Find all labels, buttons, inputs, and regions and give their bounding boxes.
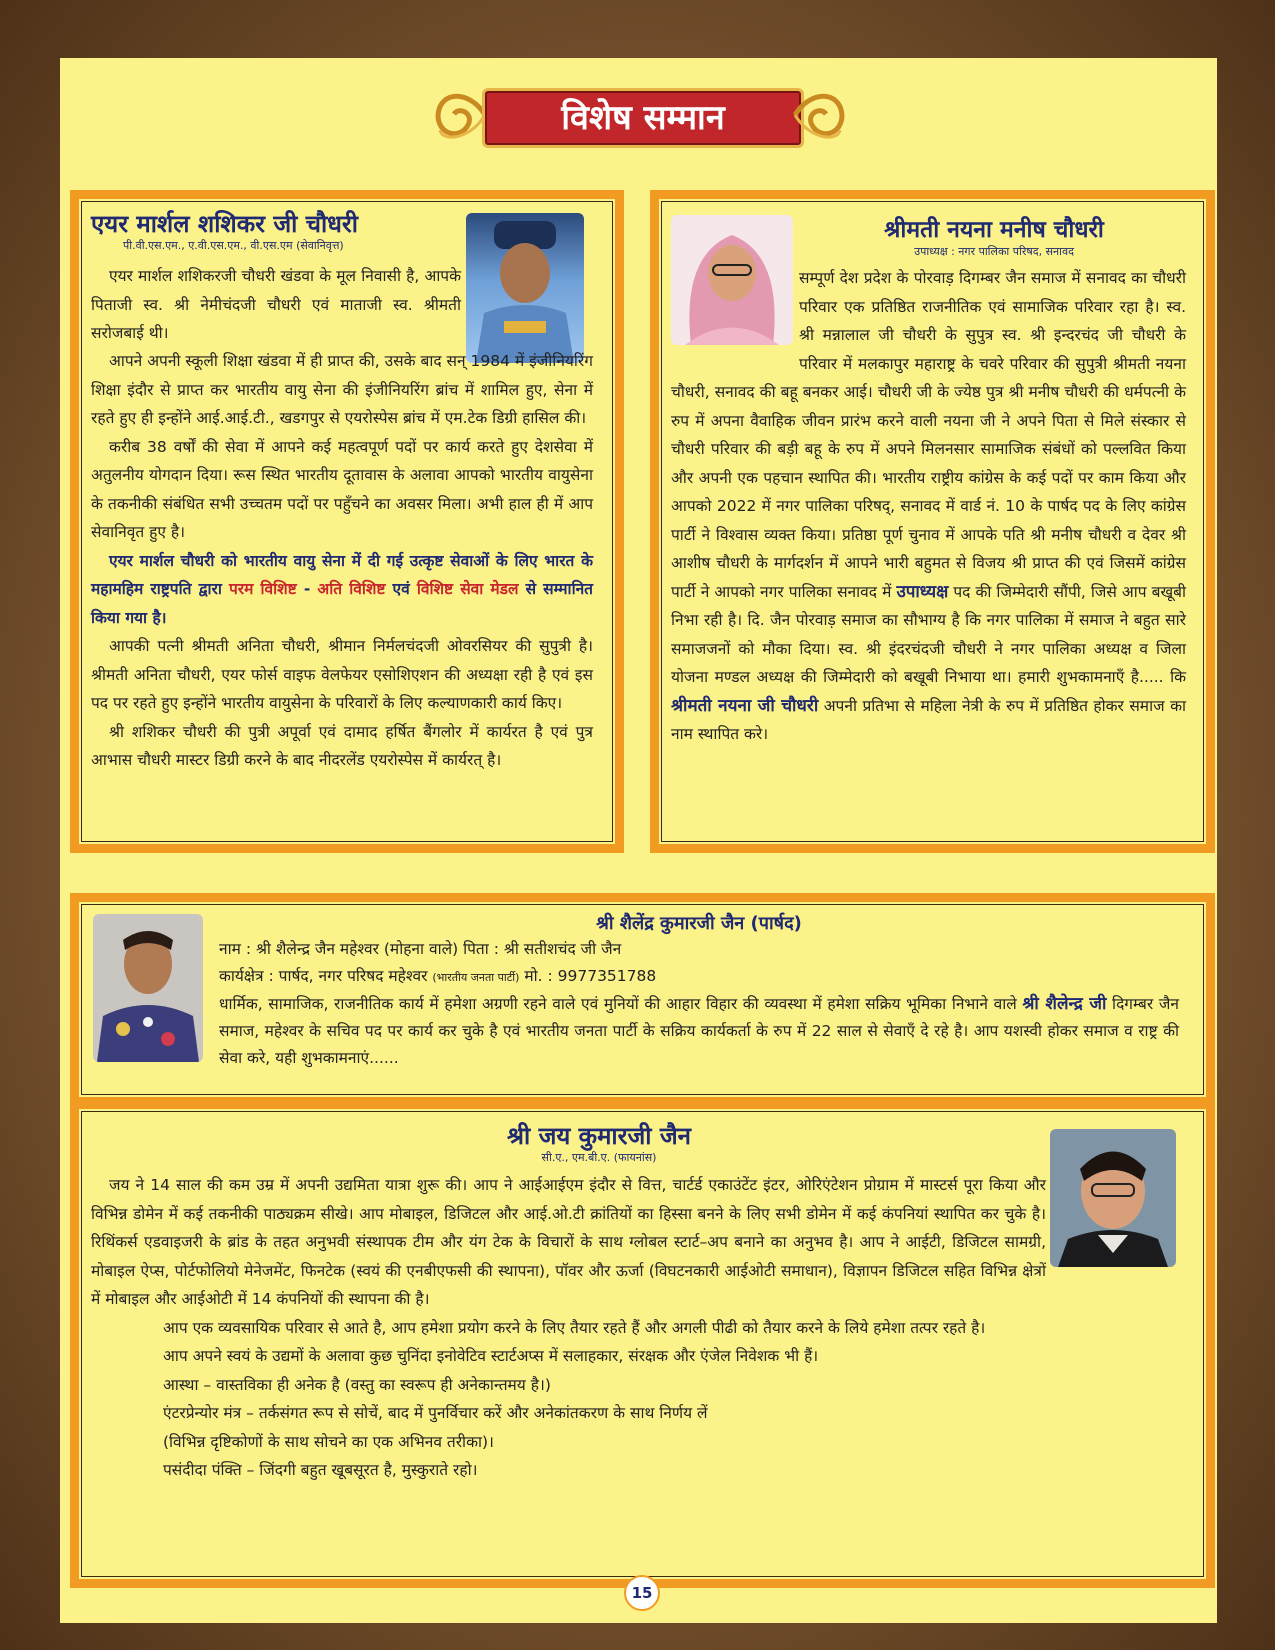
profile-card-air-marshal	[70, 190, 624, 853]
paragraph: (विभिन्न दृष्टिकोणों के साथ सोचने का एक अभिनव तरीका)।	[163, 1432, 494, 1451]
profile-designation: उपाध्यक्ष : नगर पालिका परिषद, सनावद	[914, 245, 1074, 258]
paragraph: पसंदीदा पंक्ति – जिंदगी बहुत खूबसूरत है, मुस्कुराते रहो।	[163, 1461, 478, 1479]
paragraph: जय ने 14 साल की कम उम्र में अपनी उद्यमिता यात्रा शुरू की। आप ने आईआईएम इंदौर से वित्त, चार्टर्ड एकाउंटेंट इंटर, ओरिएंटेशन प्रोग्राम में मास्टर्स पूरा किया और विभिन्न डोमेन में कई तकनीकी पाठ्यक्रम सीखे। आप मोबाइल, डिजिटल और आई.ओ.टी क्रांतियों का हिस्सा बनने के लिए सभी डोमेन में कई कंपनियां स्थापित कर चुके है। रिथिंकर्स एडवाइजरी के ब्रांड के तहत अनुभवी संस्थापक टीम और यंग टेक के विचारों के साथ ग्लोबल स्टार्ट–अप बनाने का अनुभव है। आप ने आईटी, डिजिटल सामग्री, मोबाइल ऐप्स, पोर्टफोलियो मेनेजमेंट, फिनटेक (स्वयं की एनबीएफसी की स्थापना), पॉवर और ऊर्जा (विघटनकारी आईओटी समाधान), विज्ञापन डिजिटल सहित विभिन्न क्षेत्रों में मोबाइल और आईओटी में 14 कंपनियों की स्थापना की है।	[91, 1176, 1046, 1308]
paragraph: श्री शशिकर चौधरी की पुत्री अपूर्वा एवं दामाद हर्षित बैंगलोर में कार्यरत है एवं पुत्र आभास चौधरी मास्टर डिग्री करने के बाद नीदरलेंड एयरोस्पेस में कार्यरत् है।	[91, 722, 593, 769]
paragraph: आप अपने स्वयं के उद्यमों के अलावा कुछ चुनिंदा इनोवेटिव स्टार्टअप्स में सलाहकार, संरक्षक और एंजेल निवेशक भी हैं।	[163, 1347, 819, 1365]
profile-card-shailendra	[70, 893, 1215, 1106]
title-ribbon	[482, 88, 804, 148]
paragraph: सम्पूर्ण देश प्रदेश के पोरवाड़ दिगम्बर जैन समाज में सनावद का चौधरी परिवार एक प्रतिष्ठित राजनीतिक एवं सामाजिक परिवार रहा है। स्व. श्री मन्नालाल जी चौधरी के सुपुत्र स्व. श्री इन्दरचंद जी चौधरी के परिवार में मलकापुर महाराष्ट्र के चवरे परिवार की सुपुत्री श्रीमती नयना चौधरी, सनावद की बहू बनकर आई। चौधरी जी के ज्येष्ठ पुत्र श्री मनीष चौधरी की धर्मपत्नी के रुप में अपना वैवाहिक जीवन प्रारंभ करने वाली नयना जी ने अपने पिता से मिले संस्कार से चौधरी परिवार की बड़ी बहू के रुप में अपने मिलनसार सामाजिक संबंधों को पल्लवित किया और अपनी एक पहचान स्थापित की। भारतीय राष्ट्रीय कांग्रेस के कई पदों पर काम किया और आपको 2022 में नगर पालिका परिषद्, सनावद में वार्ड नं. 10 के पार्षद पद के लिए कांग्रेस पार्टी ने विश्वास व्यक्त किया। प्रतिष्ठा पूर्ण चुनाव में आपके पति श्री मनीष चौधरी व देवर श्री आशीष चौधरी के मार्गदर्शन में आपने भारी बहुमत से विजय श्री प्राप्त की एवं जिसमें कांग्रेस पार्टी ने आपको नगर पालिका सनावद में उपाध्यक्ष पद की जिम्मेदारी सौंपी, जिसे आप बखूबी निभा रही है। दि. जैन पोरवाड़ समाज का सौभाग्य है कि नगर पालिका में समाज ने बहुत सारे समाजजनों को मौका दिया। स्व. श्री इंदरचंदजी चौधरी ने नगर पालिका अध्यक्ष व जिला योजना मण्डल अध्यक्ष की जिम्मेदारी को बखूबी निभाया था। हमारी शुभकामनाएँ है..... कि श्रीमती नयना जी चौधरी अपनी प्रतिभा से महिला नेत्री के रुप में प्रतिष्ठित होकर समाज का नाम स्थापित करे।	[671, 269, 1186, 743]
profile-details: नाम : श्री शैलेन्द्र जैन महेश्वर (मोहना वाले) पिता : श्री सतीशचंद जी जैन	[219, 940, 622, 958]
profile-card-jay-kumar	[70, 1100, 1215, 1588]
ornament-left-icon	[430, 80, 490, 150]
paragraph: आपने अपनी स्कूली शिक्षा खंडवा में ही प्राप्त की, उसके बाद सन् 1984 में इंजीनियरिंग शिक्षा इंदौर से प्राप्त कर भारतीय वायु सेना की इंजीनियरिंग ब्रांच में शामिल हुए, सेना में रहते हुए ही इन्होंने आई.आई.टी., खडगपुर से एयरोस्पेस ब्रांच में एम.टेक डिग्री हासिल की।	[91, 352, 593, 427]
paragraph: आस्था – वास्तविका ही अनेक है (वस्तु का स्वरूप ही अनेकान्तमय है।)	[163, 1375, 551, 1394]
paragraph: आप एक व्यवसायिक परिवार से आते है, आप हमेशा प्रयोग करने के लिए तैयार रहते हैं और अगली पीढी को तैयार करने के लिये हमेशा तत्पर रहते है।	[163, 1318, 986, 1337]
paragraph: धार्मिक, सामाजिक, राजनीतिक कार्य में हमेशा अग्रणी रहने वाले एवं मुनियों की आहार विहार की व्यवस्था में हमेशा सक्रिय भूमिका निभाने वाले श्री शैलेन्द्र जी दिगम्बर जैन समाज, महेश्वर के सचिव पद पर कार्य कर चुके है एवं भारतीय जनता पार्टी के सक्रिय कार्यकर्ता के रुप में 22 साल से सेवाएँ दे रहे है। आप यशस्वी होकर समाज व राष्ट्र की सेवा करे, यही शुभकामनाएं......	[219, 994, 1179, 1067]
page-number: 15	[624, 1575, 660, 1611]
profile-name: एयर मार्शल शशिकर जी चौधरी	[91, 210, 358, 238]
profile-honours: पी.वी.एस.एम., ए.वी.एस.एम., वी.एस.एम (सेवानिवृत्त)	[123, 239, 344, 252]
paragraph: एंटरप्रेन्योर मंत्र – तर्कसंगत रूप से सोचें, बाद में पुनर्विचार करें और अनेकांतकरण के साथ निर्णय लें	[163, 1404, 708, 1422]
profile-name: श्री शैलेंद्र कुमारजी जैन (पार्षद)	[596, 913, 802, 934]
photo-shailendra	[93, 914, 203, 1062]
ornament-right-icon	[790, 80, 850, 150]
paragraph: एयर मार्शल शशिकरजी चौधरी खंडवा के मूल निवासी है, आपके पिताजी स्व. श्री नेमीचंदजी चौधरी एवं माताजी स्व. श्रीमती सरोजबाई थी।	[91, 267, 461, 342]
profile-details: कार्यक्षेत्र : पार्षद, नगर परिषद महेश्वर (भारतीय जनता पार्टी) मो. : 9977351788	[219, 967, 657, 985]
page-title: विशेष सम्मान	[561, 98, 725, 138]
profile-degree: सी.ए., एम.बी.ए. (फायनांस)	[541, 1151, 657, 1164]
profile-name: श्री जय कुमारजी जैन	[507, 1122, 691, 1150]
award-paragraph: एयर मार्शल चौधरी को भारतीय वायु सेना में दी गई उत्कृष्ट सेवाओं के लिए भारत के महामहिम राष्ट्रपति द्वारा परम विशिष्ट - अति विशिष्ट एवं विशिष्ट सेवा मेडल से सम्मानित किया गया है।	[91, 551, 594, 627]
profile-card-nayna	[650, 190, 1215, 853]
profile-name: श्रीमती नयना मनीष चौधरी	[884, 217, 1104, 243]
paragraph: आपकी पत्नी श्रीमती अनिता चौधरी, श्रीमान निर्मलचंदजी ओवरसियर की सुपुत्री है। श्रीमती अनिता चौधरी, एयर फोर्स वाइफ वेलफेयर एसोशिएशन की अध्यक्षा रही है एवं इस पद पर रहते हुए इन्होंने भारतीय वायुसेना के परिवारों के लिए कल्याणकारी कार्य किए।	[91, 637, 593, 712]
paragraph: करीब 38 वर्षों की सेवा में आपने कई महत्वपूर्ण पदों पर कार्य करते हुए देशसेवा में अतुलनीय योगदान दिया। रूस स्थित भारतीय दूतावास के अलावा आपको भारतीय वायुसेना के तकनीकी संबंधित सभी उच्चतम पदों पर पहुँचने का अवसर मिला। अभी हाल ही में आप सेवानिवृत हुए है।	[91, 437, 593, 541]
photo-air-marshal	[466, 213, 584, 363]
page-header	[430, 70, 850, 160]
